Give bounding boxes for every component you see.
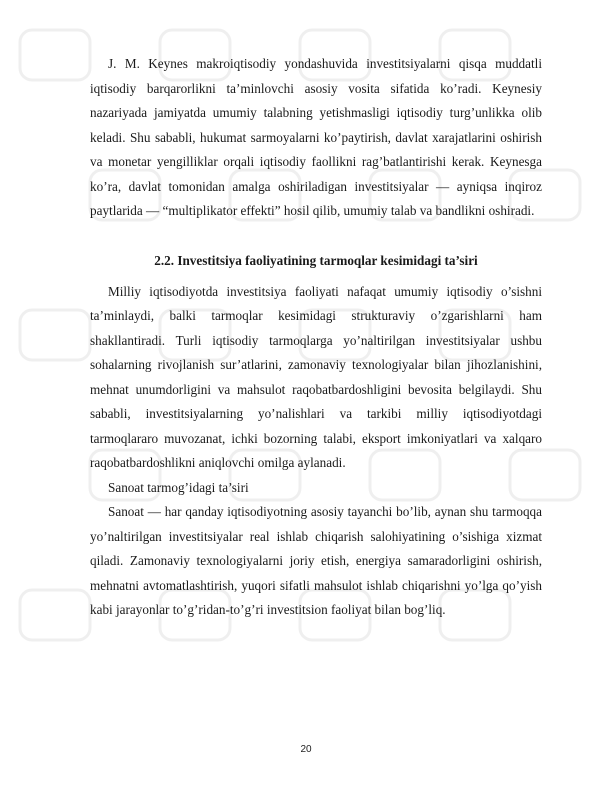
paragraph-keynes: J. M. Keynes makroiqtisodiy yondashuvida investitsiyalarni qisqa muddatli iqtisodiy barqarorlikni ta’minlovchi asosiy vosita sifatida ko’radi. Keynesiy nazariyada jamiyatda umumiy talabning yetishmasligi iqtisodiy turg’unlikka olib keladi. Shu sababli, hukumat sarmoyalarni ko’paytirish, davlat xarajatlarini oshirish va monetar yengilliklar orqali iqtisodiy faollikni rag’batlantirishi kerak. Keynesga ko’ra, davlat tomonidan amalga oshiriladigan investitsiyalar — ayniqsa inqiroz paytlarida — “multiplikator effekti” hosil qilib, umumiy talab va bandlikni oshiradi. [90, 56, 542, 218]
paragraph-investment-sectors: Milliy iqtisodiyotda investitsiya faoliyati nafaqat umumiy iqtisodiy o’sishni ta’minlaydi, balki tarmoqlar kesimidagi strukturaviy o’zgarishlarni ham shakllantiradi. Turli iqtisodiy tarmoqlarga yo’naltirilgan investitsiyalar ushbu sohalarning rivojlanish sur’atlarini, zamonaviy texnologiyalar bilan jihozlanishini, mehnat unumdorligini va mahsulot raqobatbardoshligini bevosita belgilaydi. Shu sababli, investitsiyalarning yo’nalishlari va tarkibi milliy iqtisodiyotdagi tarmoqlararo muvozanat, ichki bozorning talabi, eksport imkoniyatlari va xalqaro raqobatbardoshlikni aniqlovchi omilga aylanadi. [90, 283, 542, 470]
document-page [90, 52, 542, 623]
paragraph-industry: Sanoat — har qanday iqtisodiyotning asosiy tayanchi bo’lib, aynan shu tarmoqqa yo’naltirilgan investitsiyalar real ishlab chiqarish salohiyatining o’sishiga xizmat qiladi. Zamonaviy texnologiyalarni joriy etish, energiya samaradorligini oshirish, mehnatni avtomatlashtirish, yuqori sifatli mahsulot ishlab chiqarishni yo’lga qo’yish kabi jarayonlar to’g’ridan-to’g’ri investitsion faoliyat bilan bog’liq. [90, 504, 542, 617]
section-heading: 2.2. Investitsiya faoliyatining tarmoqlar kesimidagi ta’siri [154, 252, 478, 268]
page-number: 20 [300, 744, 312, 755]
subheading-industry: Sanoat tarmog’idagi ta’siri [108, 479, 249, 495]
